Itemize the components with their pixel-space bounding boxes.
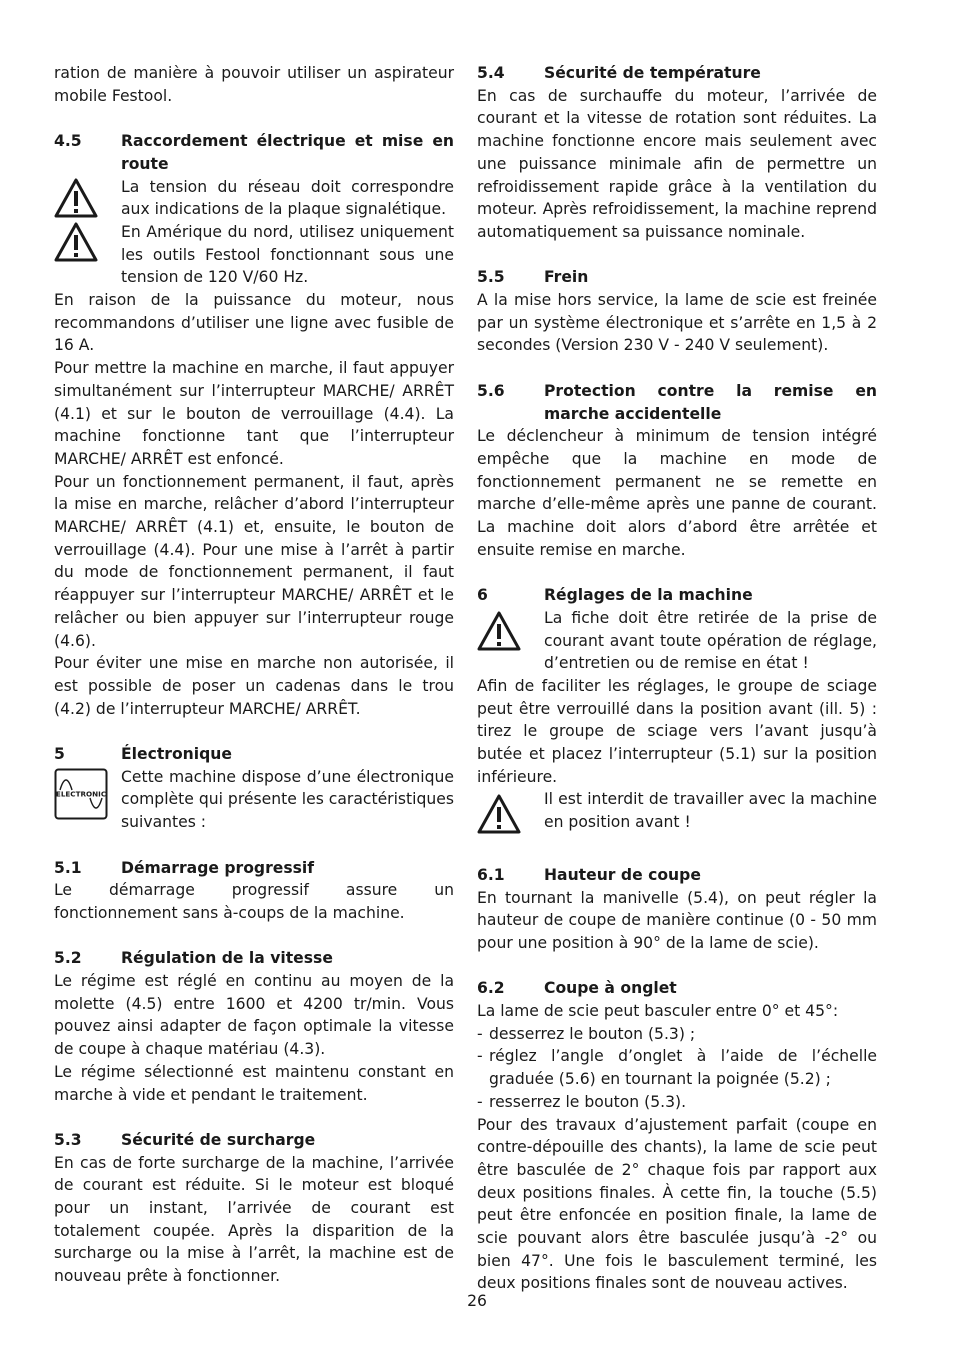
section-heading-5-5: 5.5 Frein [477, 268, 589, 287]
electronic-block [54, 766, 454, 834]
warning-block [477, 788, 877, 841]
page-number: 26 [467, 1292, 487, 1310]
right-column [477, 62, 877, 1295]
paragraph: Le régime est réglé en continu au moyen de la molette (4.5) entre 1600 et 4200 tr/min. Vous pouvez ainsi adapter de façon optimale la vitesse de coupe à chaque matériau (4.3). [54, 972, 454, 1059]
paragraph: En cas de surchauffe du moteur, l’arrivée de courant et la vitesse de rotation sont réduites. La machine fonctionne encore mais seulement avec une puissance minimale afin de permettre un refroidissement rapide grâce à la ventilation du moteur. Après refroidissement, la machine reprend automatiquement sa puissance nominale. [477, 86, 877, 241]
warning-triangle-icon [477, 794, 521, 834]
step-list [477, 1023, 877, 1114]
warning-triangle-icon [477, 611, 521, 651]
section-heading-4-5: 4.5 Raccordement électrique et mise en route [54, 132, 454, 173]
paragraph: Pour un fonctionnement permanent, il faut, après la mise en marche, relâcher d’abord l’interrupteur MARCHE/ ARRÊT (4.1) et, ensuite, le bouton de verrouillage (4.4). Pour une mise à l’arrêt à partir du mode de fonctionnement permanent, il faut réappuyer sur l’interrupteur MARCHE/ ARRÊT et le relâcher ou bien appuyer sur l’interrupteur rouge (4.6). [54, 472, 454, 650]
warning-triangle-icon [54, 222, 98, 262]
list-item: - resserrez le bouton (5.3). [477, 1091, 877, 1114]
warning-text: La fiche doit être retirée de la prise de courant avant toute opération de réglage, d’entretien ou de remise en état ! [544, 608, 877, 673]
section-heading-5-3: 5.3 Sécurité de surcharge [54, 1130, 316, 1149]
warning-text: Il est interdit de travailler avec la machine en position avant ! [544, 790, 877, 832]
paragraph: Cette machine dispose d’une électronique complète qui présente les caractéristiques suivantes : [121, 767, 454, 832]
paragraph: Le régime sélectionné est maintenu constant en marche à vide et pendant le traitement. [54, 1062, 454, 1104]
warning-text: En Amérique du nord, utilisez uniquement les outils Festool fonctionnant sous une tension de 120 V/60 Hz. [121, 222, 454, 287]
paragraph: Le démarrage progressif assure un fonctionnement sans à-coups de la machine. [54, 881, 454, 922]
warning-text: La tension du réseau doit correspondre aux indications de la plaque signalétique. [121, 177, 454, 219]
svg-text:ELECTRONIC: ELECTRONIC [55, 789, 107, 799]
warning-triangle-icon [54, 178, 98, 218]
list-item: - réglez l’angle d’onglet à l’aide de l’échelle graduée (5.6) en tournant la poignée (5.2) ; [477, 1045, 877, 1090]
section-heading-6: 6 Réglages de la machine [477, 586, 753, 605]
paragraph: La lame de scie peut basculer entre 0° et 45°: [477, 1002, 839, 1021]
paragraph: Pour mettre la machine en marche, il faut appuyer simultanément sur l’interrupteur MARCHE/ ARRÊT (4.1) et sur le bouton de verrouillage (4.4). La machine fonctionne tant que l’interrupteur MARCHE/ ARRÊT est enfoncé. [54, 359, 454, 468]
section-heading-6-1: 6.1 Hauteur de coupe [477, 865, 701, 884]
paragraph: Pour des travaux d’ajustement parfait (coupe en contre-dépouille des chants), la lame de scie peut être basculée de 2° chaque fois par rapport aux deux positions finales. À cette fin, la touche (5.5) peut être enfoncée en position finale, la lame de scie pouvant alors être basculée jusqu’à -2° ou bien 47°. Une fois le basculement terminé, les deux positions finales sont de nouveau actives. [477, 1115, 877, 1293]
section-heading-5-1: 5.1 Démarrage progressif [54, 858, 315, 877]
paragraph: Le déclencheur à minimum de tension intégré empêche que la machine en mode de fonctionnement permanent ne se remette en marche d’elle-même après une panne de courant. La machine doit alors d’abord être arrêtée et ensuite remise en marche. [477, 427, 877, 559]
paragraph: Pour éviter une mise en marche non autorisée, il est possible de poser un cadenas dans le trou (4.2) de l’interrupteur MARCHE/ ARRÊT. [54, 654, 454, 718]
section-heading-5-4: 5.4 Sécurité de température [477, 64, 761, 82]
paragraph: A la mise hors service, la lame de scie est freinée par un système électronique et s’arrête en 1,5 à 2 secondes (Version 230 V - 240 V seulement). [477, 291, 877, 355]
paragraph: En raison de la puissance du moteur, nous recommandons d’utiliser une ligne avec fusible de 16 A. [54, 291, 454, 355]
list-item: - desserrez le bouton (5.3) ; [477, 1023, 877, 1046]
left-column [54, 62, 454, 1288]
paragraph: En cas de forte surcharge de la machine, l’arrivée de courant est réduite. Si le moteur est bloqué pour un instant, l’arrivée de courant est totalement coupée. Après la disparition de la surcharge ou la mise à l’arrêt, la machine est de nouveau prête à fonctionner. [54, 1153, 454, 1286]
paragraph: ration de manière à pouvoir utiliser un aspirateur mobile Festool. [54, 64, 454, 105]
warning-block [477, 607, 877, 675]
warning-block [54, 176, 454, 290]
electronic-icon [54, 768, 108, 820]
paragraph: Afin de faciliter les réglages, le groupe de sciage peut être verrouillé dans la position avant (ill. 5) : tirez le groupe de sciage vers l’avant jusqu’à butée et placez l’interrupteur (5.1) sur la position inférieure. [477, 676, 877, 786]
section-heading-5-6: 5.6 Protection contre la remise en marche accidentelle [477, 381, 877, 423]
section-heading-5: 5 Électronique [54, 745, 232, 764]
section-heading-5-2: 5.2 Régulation de la vitesse [54, 949, 333, 968]
section-heading-6-2: 6.2 Coupe à onglet [477, 979, 677, 998]
paragraph: En tournant la manivelle (5.4), on peut régler la hauteur de coupe de manière continue (0 - 50 mm pour une position à 90° de la lame de scie). [477, 888, 877, 952]
